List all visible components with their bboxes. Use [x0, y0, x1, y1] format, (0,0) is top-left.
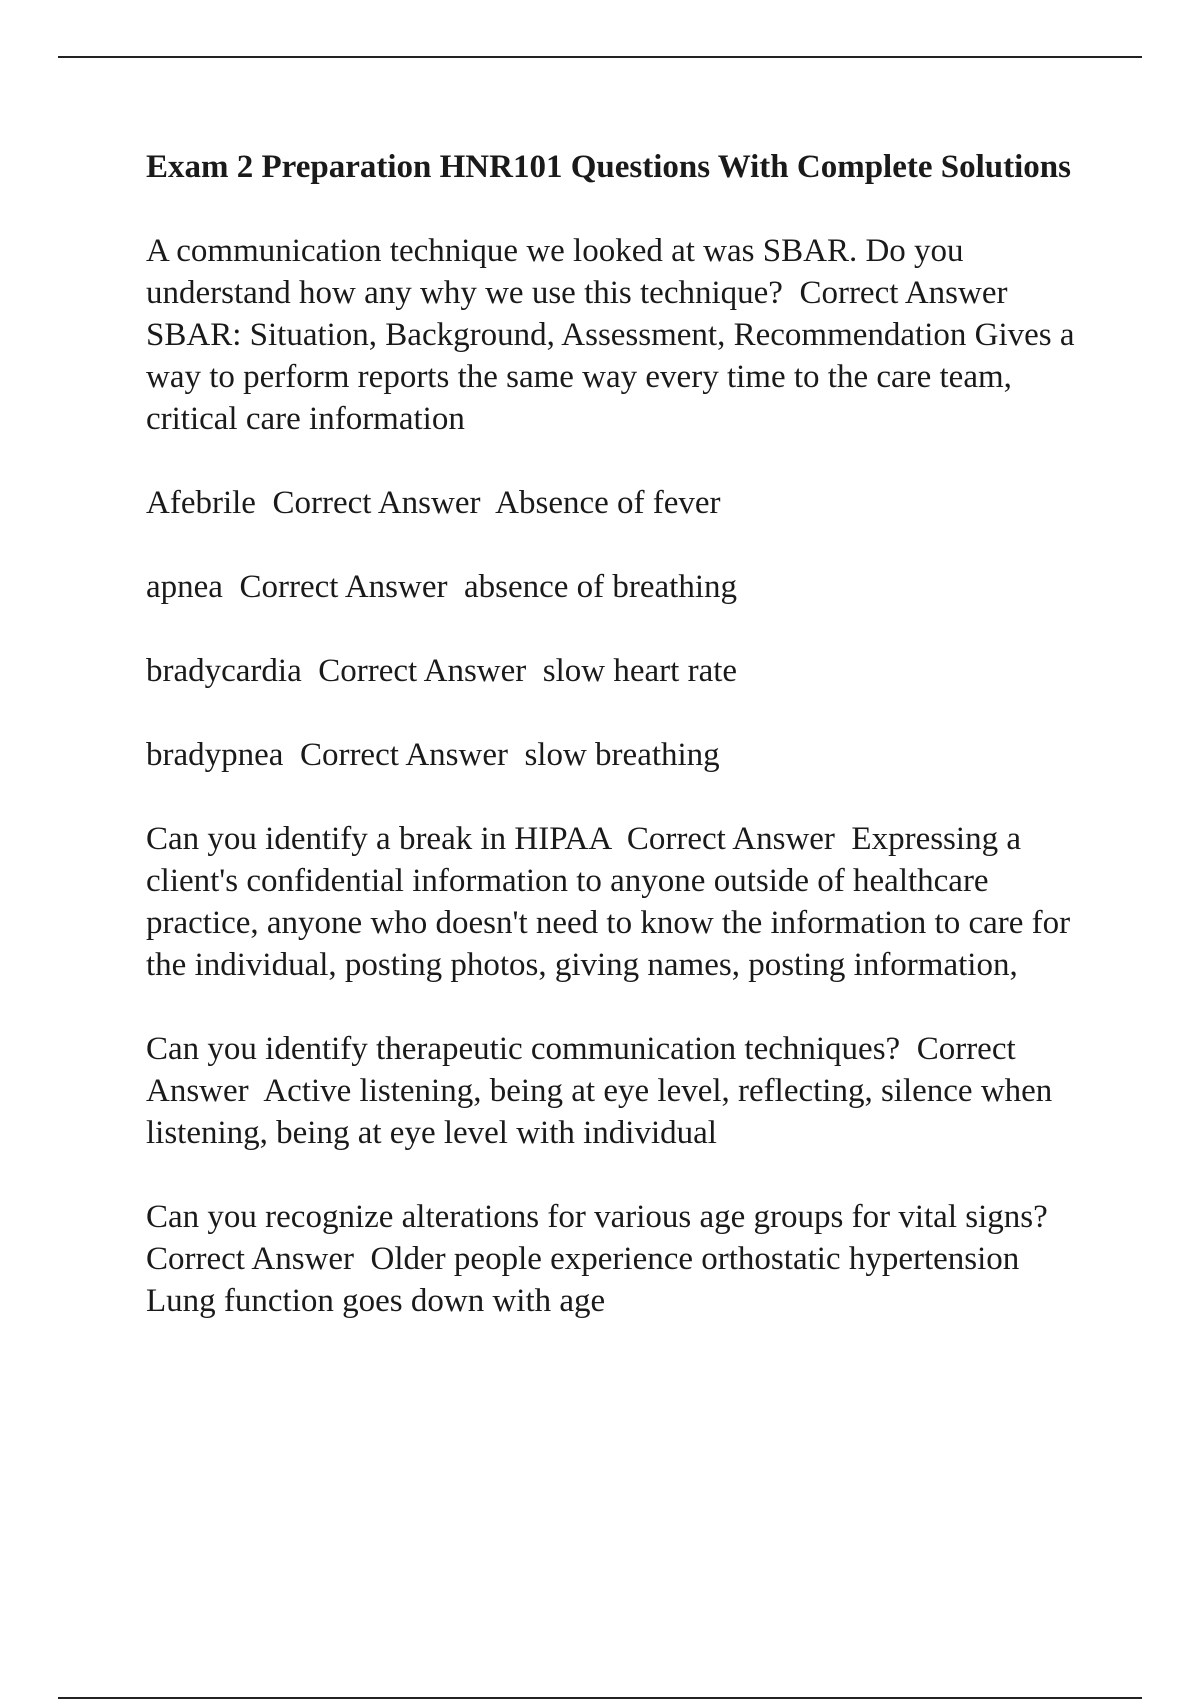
answer-text: absence of breathing	[463, 569, 738, 605]
qa-item	[146, 566, 1091, 608]
answer-label: Correct Answer	[799, 275, 1008, 311]
answer-extra-line: Lung function goes down with age	[146, 1283, 606, 1319]
answer-text: Absence of fever	[495, 485, 721, 521]
qa-item	[146, 818, 1091, 986]
question-text: bradycardia	[146, 653, 302, 689]
question-text: apnea	[146, 569, 223, 605]
qa-item	[146, 1028, 1091, 1154]
answer-label: Correct Answer	[626, 821, 835, 857]
answer-text: slow heart rate	[542, 653, 738, 689]
answer-text: Active listening, being at eye level, reflecting, silence when listening, being at eye level with individual	[146, 1073, 1061, 1151]
qa-item	[146, 650, 1091, 692]
answer-text: Expressing a client's confidential information to anyone outside of healthcare practice, anyone who doesn't need to know the information to care for the individual, posting photos, giving names, posting information,	[146, 821, 1079, 983]
qa-item	[146, 734, 1091, 776]
answer-text: Older people experience orthostatic hypertension	[370, 1241, 1020, 1277]
question-text: Can you identify therapeutic communication techniques?	[146, 1031, 901, 1067]
bottom-rule	[58, 1697, 1142, 1699]
question-text: Can you identify a break in HIPAA	[146, 821, 611, 857]
question-text: bradypnea	[146, 737, 284, 773]
answer-text: SBAR: Situation, Background, Assessment, Recommendation Gives a way to perform reports the same way every time to the care team, critical care information	[146, 317, 1083, 437]
top-rule	[58, 56, 1142, 58]
answer-label: Correct Answer	[239, 569, 448, 605]
question-text: A communication technique we looked at was SBAR. Do you understand how any why we use this technique?	[146, 233, 972, 311]
qa-item	[146, 1196, 1091, 1322]
answer-label: Correct Answer	[272, 485, 481, 521]
question-text: Afebrile	[146, 485, 256, 521]
answer-label: Correct Answer	[146, 1241, 355, 1277]
qa-item	[146, 482, 1091, 524]
qa-item	[146, 230, 1091, 440]
document-body	[146, 146, 1091, 1364]
answer-label: Correct Answer	[318, 653, 527, 689]
answer-text: slow breathing	[524, 737, 720, 773]
document-title: Exam 2 Preparation HNR101 Questions With Complete Solutions	[146, 149, 1071, 185]
answer-label: Correct Answer	[146, 1031, 1023, 1109]
answer-label: Correct Answer	[299, 737, 508, 773]
question-text: Can you recognize alterations for various age groups for vital signs?	[146, 1199, 1048, 1235]
